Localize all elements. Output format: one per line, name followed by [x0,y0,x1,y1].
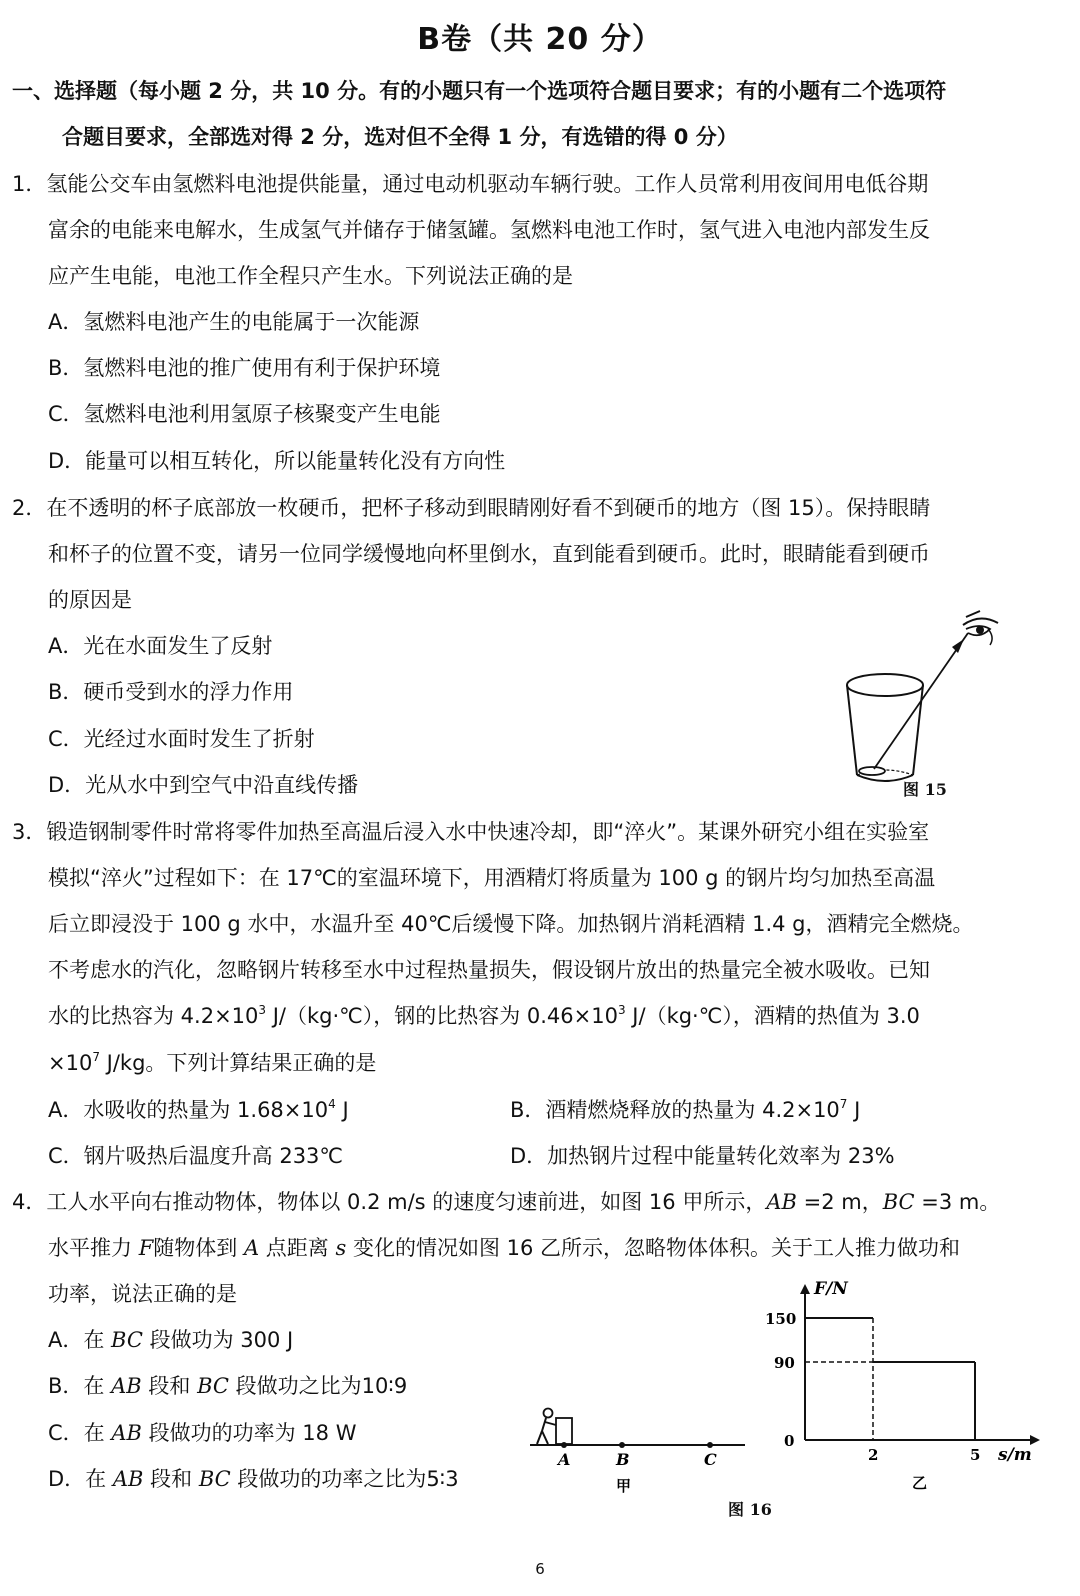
section-heading-line2: 合题目要求，全部选对得 2 分，选对但不全得 1 分，有选错的得 0 分） [62,125,738,149]
q4-var-f: F [138,1236,154,1260]
q2-option-c: C．光经过水面时发生了折射 [48,727,315,751]
page-title: B卷（共 20 分） [417,22,663,57]
q4-opt-b-seg1: AB [111,1374,142,1398]
label-b: B [616,1450,630,1469]
q3-option-a [48,1095,349,1125]
q1-option-d: D．能量可以相互转化，所以能量转化没有方向性 [48,449,506,473]
tick-2: 2 [868,1446,879,1464]
q4-opt-a-p1: A．在 [48,1328,112,1352]
tick-90: 90 [774,1354,795,1372]
q4-ab-length: =2 m， [796,1190,883,1214]
point-b-dot [619,1442,625,1448]
x-axis-arrow [1030,1435,1040,1445]
coin [859,767,885,775]
q3-option-b-unit: J [847,1098,861,1122]
q3-option-b-text: B．酒精燃烧释放的热量为 4.2×10 [510,1098,840,1122]
q4-opt-b-p3: 段做功之比为10∶9 [228,1374,408,1398]
q1-option-c: C．氢燃料电池利用氢原子核聚变产生电能 [48,402,441,426]
q4-opt-b-p2: 段和 [141,1374,198,1398]
q1-line3: 应产生电能，电池工作全程只产生水。下列说法正确的是 [48,264,573,288]
q1-option-a: A．氢燃料电池产生的电能属于一次能源 [48,310,420,334]
q3-line3: 后立即浸没于 100 g 水中，水温升至 40℃后缓慢下降。加热钢片消耗酒精 1.4 g，酒精完全燃烧。 [48,912,974,936]
q4-var-s: s [335,1236,347,1260]
light-ray [874,633,968,769]
tick-5: 5 [970,1446,981,1464]
figure-15-caption: 图 15 [903,780,947,799]
q3-option-b-exp: 7 [839,1097,848,1111]
figure-16-jia [520,1395,760,1500]
label-a: A [558,1450,571,1469]
q4-line1 [12,1187,1000,1217]
y-axis-arrow [800,1284,810,1294]
q4-opt-d-p2: 段和 [143,1467,199,1491]
q3-line6-part2: J/kg。下列计算结果正确的是 [99,1051,377,1075]
q3-option-a-unit: J [335,1098,349,1122]
figure-16-yi-chart [765,1278,1060,1500]
q4-line2-p1: 水平推力 [48,1236,139,1260]
q3-option-a-exp: 4 [328,1097,336,1111]
label-jia: 甲 [616,1477,632,1495]
label-c: C [704,1450,717,1469]
q2-line2: 和杯子的位置不变，请另一位同学缓慢地向杯里倒水，直到能看到硬币。此时，眼睛能看到硬币 [48,542,930,566]
box [556,1418,572,1444]
page-number: 6 [535,1560,545,1578]
q4-option-d [48,1464,459,1494]
q3-line4: 不考虑水的汽化，忽略钢片转移至水中过程热量损失，假设钢片放出的热量完全被水吸收。已知 [48,958,930,982]
q4-opt-a-seg: BC [111,1328,143,1352]
tick-origin: 0 [784,1432,795,1450]
q3-line5-part3: J/（kg·℃），酒精的热值为 3.0 [625,1004,920,1028]
point-a-dot [561,1442,567,1448]
q2-option-b: B．硬币受到水的浮力作用 [48,680,294,704]
q4-point-a: A [243,1236,260,1260]
q3-line5-part1: 水的比热容为 4.2×10 [48,1004,259,1028]
q4-opt-d-seg2: BC [198,1467,231,1491]
figure-16-caption: 图 16 [728,1500,772,1519]
q4-line3: 功率，说法正确的是 [48,1282,237,1306]
q3-exp-alcohol: 7 [92,1050,100,1064]
q3-exp-water: 3 [258,1003,267,1017]
q2-option-d: D．光从水中到空气中沿直线传播 [48,773,359,797]
q4-opt-d-p3: 段做功的功率之比为5∶3 [230,1467,459,1491]
q4-opt-d-seg1: AB [112,1467,144,1491]
q2-line3: 的原因是 [48,588,132,612]
q4-line2 [48,1233,960,1263]
q4-bc-length: =3 m。 [914,1190,1001,1214]
ray-arrow [952,639,964,653]
q4-line2-p4: 变化的情况如图 16 乙所示，忽略物体体积。关于工人推力做功和 [346,1236,961,1260]
point-c-dot [707,1442,713,1448]
q4-segment-ab: AB [766,1190,797,1214]
eye-icon [963,611,998,645]
q4-option-b [48,1371,407,1401]
q3-line6 [48,1048,376,1078]
q3-line5-part2: J/（kg·℃），钢的比热容为 0.46×10 [266,1004,618,1028]
q4-line2-p2: 随物体到 [153,1236,244,1260]
q3-line6-part1: ×10 [48,1051,93,1075]
cup-right-side [913,685,923,775]
q4-opt-b-seg2: BC [197,1374,229,1398]
label-yi: 乙 [912,1474,928,1492]
q3-option-c: C．钢片吸热后温度升高 233℃ [48,1144,344,1168]
q1-line2: 富余的电能来电解水，生成氢气并储存于储氢罐。氢燃料电池工作时，氢气进入电池内部发生反 [48,218,930,242]
section-heading-line1: 一、选择题（每小题 2 分，共 10 分。有的小题只有一个选项符合题目要求；有的小题有二个选项符 [12,79,947,103]
worker-icon [537,1409,556,1445]
q3-line2: 模拟“淬火”过程如下：在 17℃的室温环境下，用酒精灯将质量为 100 g 的钢片均匀加热至高温 [48,866,936,890]
q2-option-a: A．光在水面发生了反射 [48,634,273,658]
q1-option-b: B．氢燃料电池的推广使用有利于保护环境 [48,356,441,380]
q4-line1-text: 4．工人水平向右推动物体，物体以 0.2 m/s 的速度匀速前进，如图 16 甲所示， [12,1190,767,1214]
tick-150: 150 [765,1310,797,1328]
q3-exp-steel: 3 [617,1003,626,1017]
q4-opt-d-p1: D．在 [48,1467,113,1491]
figure-15-cup-eye [830,595,1060,800]
q4-option-a [48,1325,293,1355]
cup-rim [847,674,923,696]
q4-option-c [48,1418,356,1448]
q4-opt-c-p2: 段做功的功率为 18 W [141,1421,357,1445]
q4-segment-bc: BC [882,1190,915,1214]
q3-line1: 3．锻造钢制零件时常将零件加热至高温后浸入水中快速冷却，即“淬火”。某课外研究小组在实验室 [12,820,930,844]
q4-opt-b-p1: B．在 [48,1374,112,1398]
q4-line2-p3: 点距离 [259,1236,336,1260]
q3-option-b [510,1095,860,1125]
q4-opt-c-p1: C．在 [48,1421,112,1445]
q4-opt-a-p2: 段做功为 300 J [142,1328,294,1352]
q3-line5 [48,1001,920,1031]
q1-line1: 1．氢能公交车由氢燃料电池提供能量，通过电动机驱动车辆行驶。工作人员常利用夜间用电低谷期 [12,172,929,196]
cup-left-side [847,685,857,775]
q4-opt-c-seg: AB [111,1421,142,1445]
y-axis-label: F/N [814,1279,848,1299]
q3-option-d: D．加热钢片过程中能量转化效率为 23% [510,1144,895,1168]
q3-option-a-text: A．水吸收的热量为 1.68×10 [48,1098,329,1122]
x-axis-label: s/m [998,1445,1032,1465]
q2-line1: 2．在不透明的杯子底部放一枚硬币，把杯子移动到眼睛刚好看不到硬币的地方（图 15）。保持眼睛 [12,496,931,520]
